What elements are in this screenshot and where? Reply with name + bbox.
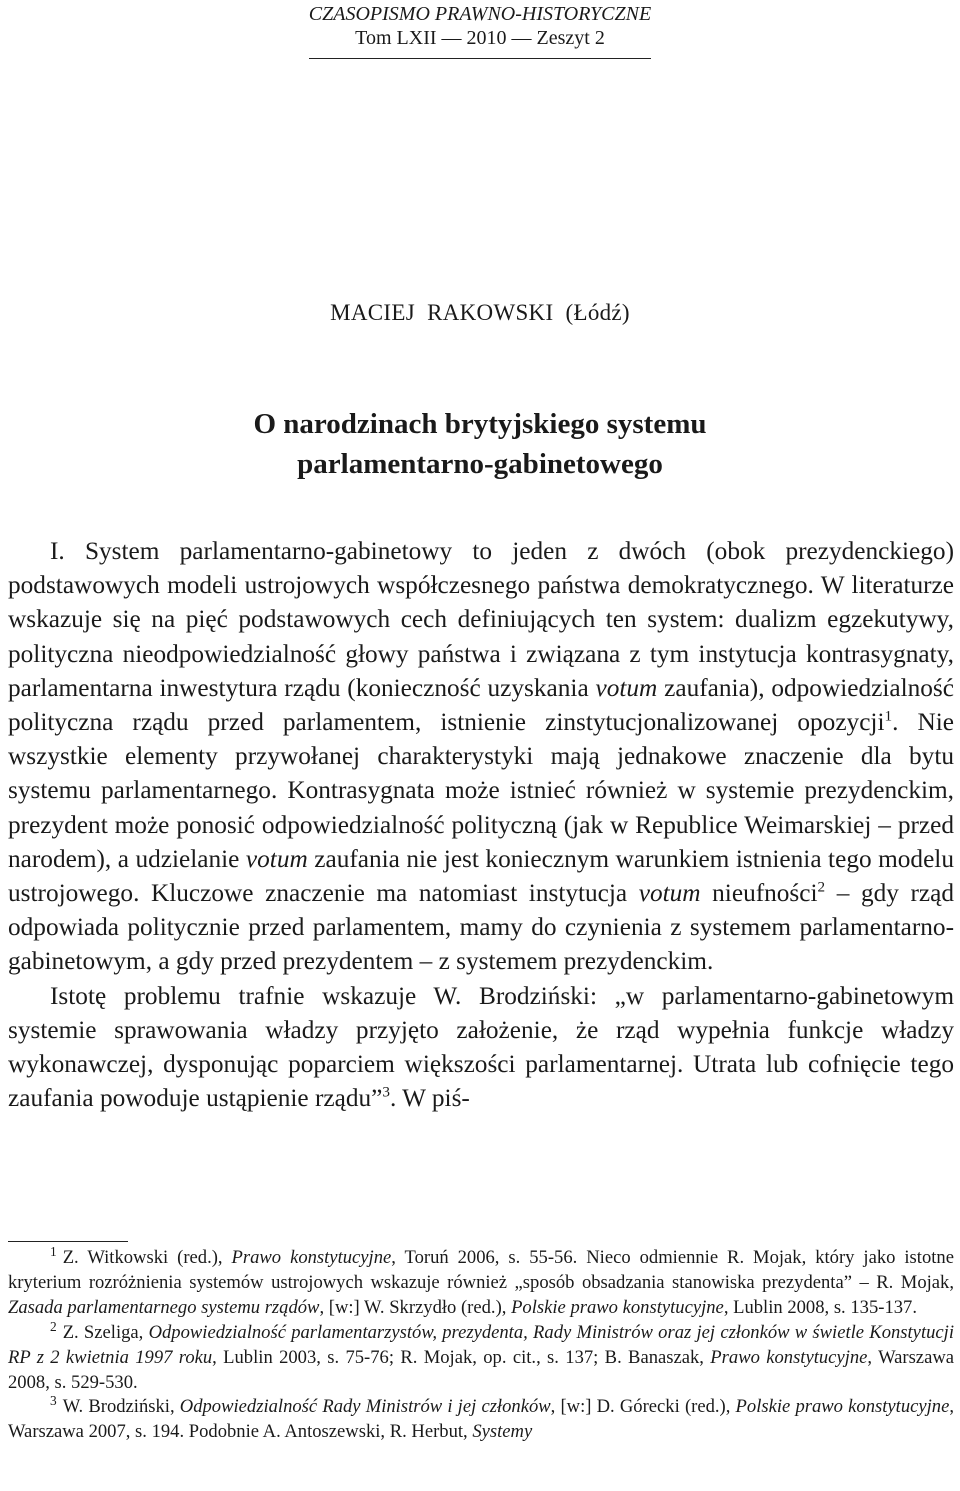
footnote-title: Polskie prawo konstytucyjne xyxy=(511,1296,724,1318)
footnote-text: Z. Witkowski (red.), xyxy=(62,1247,232,1268)
term-votum: votum xyxy=(595,673,658,702)
paragraph-1-text-1: System parlamentarno-gabinetowy to jeden z dwóch (obok prezydenckiego) podstawowych modeli ustrojowych współczesnego państwa demokratycznego. W literaturze wskazuje się na pięć podstawowych cech definiujących ten system: dualizm egzekutywy, polityczna nieodpowiedzialność głowy państwa i związana z tym instytucja kontrasygnaty, parlamentarna inwestytura rządu (konieczność uzyskania xyxy=(8,537,955,702)
paragraph-1-text-6: – gdy rząd odpowiada politycznie przed parlamentem, mamy do czynienia z systemem parlamentarno-gabinetowym, a gdy przed prezydentem – z systemem prezydenckim. xyxy=(8,879,954,976)
header-rule xyxy=(309,58,651,59)
journal-header xyxy=(0,2,960,50)
footnote-ref-3[interactable]: 3 xyxy=(382,1083,390,1101)
author-line: MACIEJ RAKOWSKI (Łódź) xyxy=(330,300,630,325)
footnote-number: 2 xyxy=(50,1318,57,1334)
journal-name: CZASOPISMO PRAWNO-HISTORYCZNE xyxy=(308,3,652,25)
footnote-text: , Toruń 2006, s. 55-56. Nieco odmiennie R. Mojak, który jako istotne kryterium rozróżnienia systemów ustrojowych wskazuje również „sposób obsadzania stanowiska prezydenta” – R. Mojak, xyxy=(8,1247,954,1293)
section-number: I. xyxy=(50,537,85,565)
term-votum: votum xyxy=(638,879,701,908)
footnote-title: Odpowiedzialność parlamentarzystów, prezydenta, Rady Ministrów oraz jej członków w świetle Konstytucji RP z 2 kwietnia 1997 roku xyxy=(8,1321,954,1368)
footnote-title: Prawo konstytucyjne xyxy=(231,1247,392,1268)
footnote-text: , [w:] W. Skrzydło (red.), xyxy=(319,1296,512,1318)
footnote-title: Polskie prawo konstytucyjne xyxy=(735,1396,950,1418)
paragraph-1-text-4: zaufania nie jest koniecznym warunkiem istnienia tego modelu ustrojowego. Kluczowe znaczenie ma natomiast instytucja xyxy=(8,844,954,908)
footnote-ref-1[interactable]: 1 xyxy=(884,707,893,725)
paragraph-2 xyxy=(8,979,954,1116)
paragraph-1-text-2: zaufania), odpowiedzialność polityczna rządu przed parlamentem, istnienie zinstytucjonalizowanej opozycji xyxy=(8,673,954,737)
footnote-text: Z. Szeliga, xyxy=(62,1321,149,1343)
footnote-title: Prawo konstytucyjne xyxy=(710,1346,868,1368)
paragraph-2-text-2: . W piś- xyxy=(389,1084,470,1113)
footnote-title: Odpowiedzialność Rady Ministrów i jej członków xyxy=(179,1396,551,1418)
footnote-text: , Warszawa 2008, s. 529-530. xyxy=(8,1346,954,1393)
paragraph-1-text-5: nieufności xyxy=(700,879,818,908)
paragraph-2-text-1: Istotę problemu trafnie wskazuje W. Brodziński: „w parlamentarno-gabinetowym systemie sprawowania władzy przyjęto założenie, że rząd wypełnia funkcje władzy wykonawczej, dysponując poparciem większości parlamentarnej. Utrata lub cofnięcie tego zaufania powoduje ustąpienie rządu” xyxy=(8,981,954,1113)
footnote-text: , Lublin 2008, s. 135-137. xyxy=(723,1296,917,1318)
footnote-text: , Lublin 2003, s. 75-76; R. Mojak, op. cit., s. 137; B. Banaszak, xyxy=(212,1346,711,1368)
footnote-2 xyxy=(8,1318,954,1396)
body-text xyxy=(8,534,954,1115)
title-line-1: O narodzinach brytyjskiego systemu xyxy=(253,408,707,440)
footnote-title: Systemy xyxy=(472,1421,533,1443)
footnote-title: Zasada parlamentarnego systemu rządów xyxy=(8,1296,320,1318)
footnote-3 xyxy=(8,1395,954,1445)
journal-issue: Tom LXII — 2010 — Zeszyt 2 xyxy=(355,27,605,49)
paragraph-1 xyxy=(8,534,954,979)
footnote-number: 1 xyxy=(50,1243,57,1259)
footnotes xyxy=(8,1243,954,1445)
footnote-text: W. Brodziński, xyxy=(62,1396,180,1418)
footnote-text: , [w:] D. Górecki (red.), xyxy=(550,1396,736,1418)
footnote-number: 3 xyxy=(50,1393,57,1409)
footnote-separator xyxy=(8,1241,128,1242)
title-line-2: parlamentarno-gabinetowego xyxy=(297,448,663,480)
article-title xyxy=(0,404,960,484)
footnote-1 xyxy=(8,1243,954,1321)
footnote-ref-2[interactable]: 2 xyxy=(817,878,826,896)
footnote-text: , Warszawa 2007, s. 194. Podobnie A. Antoszewski, R. Herbut, xyxy=(8,1396,954,1443)
term-votum: votum xyxy=(245,844,308,873)
paragraph-1-text-3: . Nie wszystkie elementy przywołanej charakterystyki mają jednakowe znaczenie dla bytu systemu parlamentarnego. Kontrasygnata może istnieć również w systemie prezydenckim, prezydent może ponosić odpowiedzialność polityczną (jak w Republice Weimarskiej – przed narodem), a udzielanie xyxy=(8,708,954,873)
